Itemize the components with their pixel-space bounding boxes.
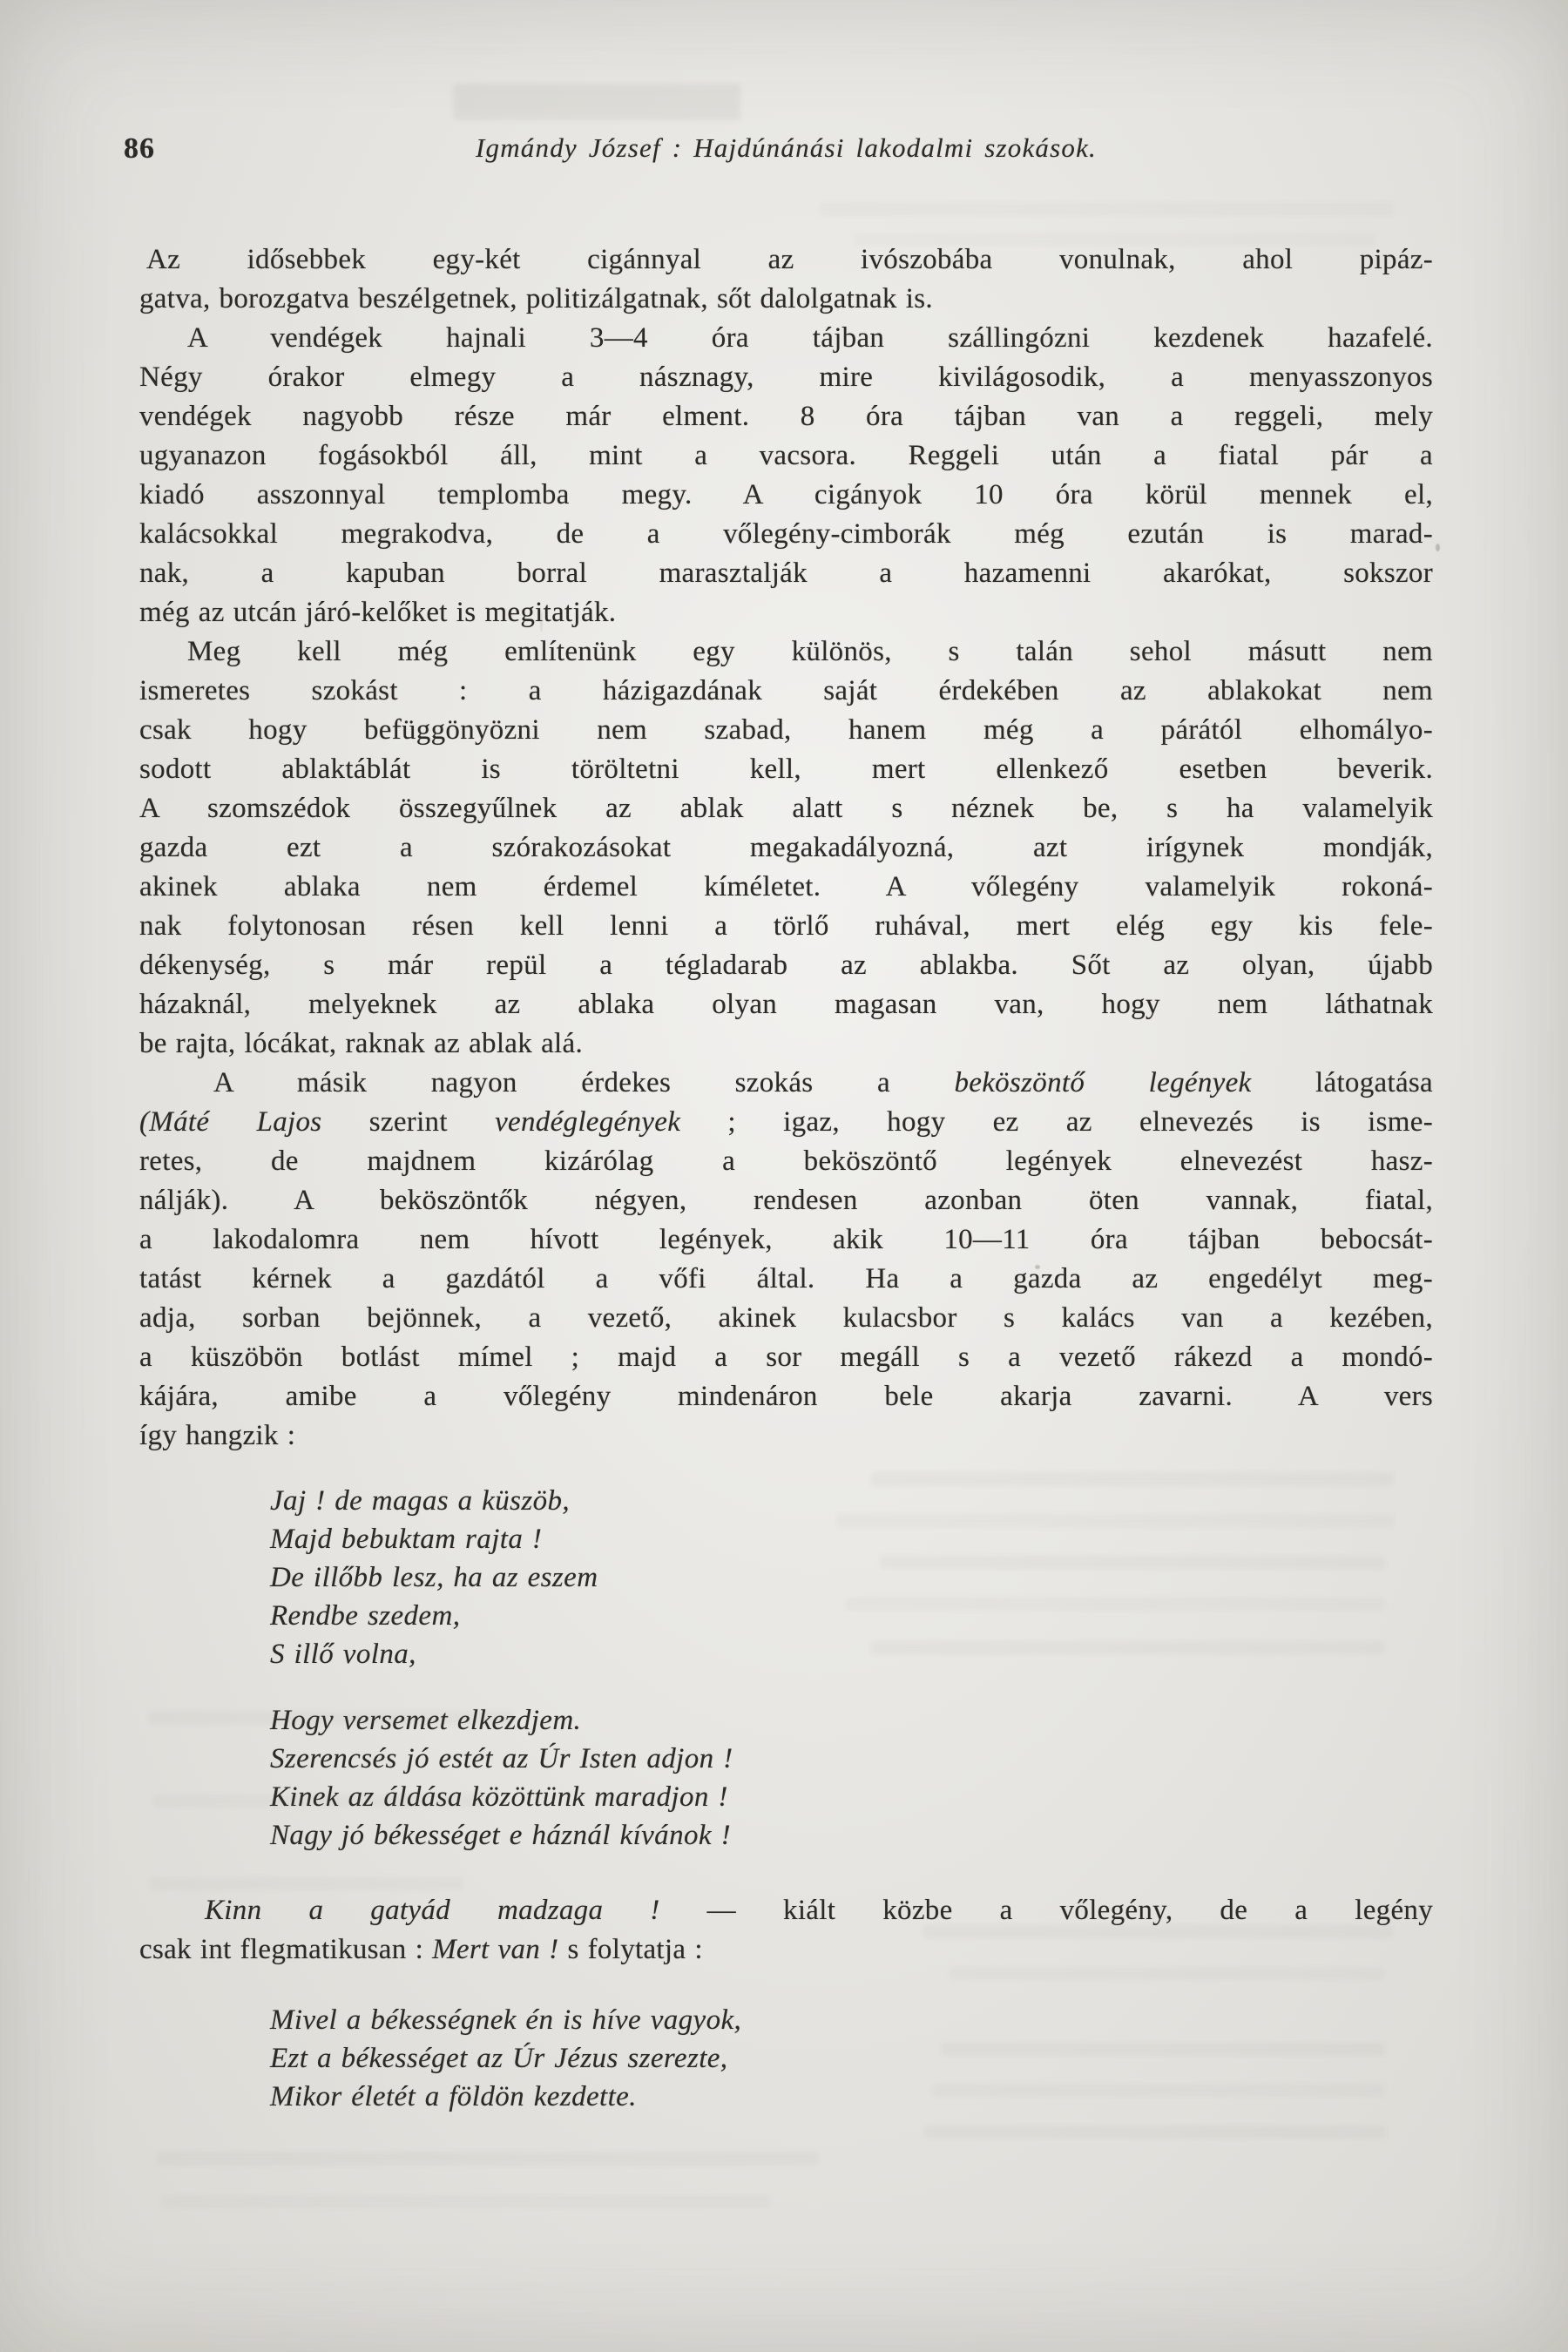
verse-line: [270, 1740, 1433, 1778]
bleedthrough-mark: [453, 84, 740, 120]
body-text-line: [139, 1220, 1433, 1260]
body-text-line: [139, 828, 1433, 868]
body-text-line: [139, 280, 1433, 319]
text-run: nálják). A beköszöntők négyen, rendesen azonban öten vannak, fiatal,: [139, 1185, 1433, 1216]
text-run: még az utcán járó-kelőket is megitatják.: [139, 597, 617, 628]
text-run: ; igaz, hogy ez az elnevezés is isme-: [680, 1106, 1433, 1138]
text-run: S illő volna,: [270, 1639, 416, 1670]
body-text-line: [139, 789, 1433, 828]
verse-line: [270, 2039, 1433, 2078]
text-run: kiadó asszonnyal templomba megy. A cigányok 10 óra körül mennek el,: [139, 479, 1433, 510]
body-text-line: [139, 1064, 1433, 1103]
verse-line: [270, 2078, 1433, 2116]
body-text-line: [139, 1024, 1433, 1064]
body-text-line: [139, 476, 1433, 515]
body-text-line: [139, 868, 1433, 907]
body-text-line: [139, 1103, 1433, 1142]
body-text-line: [139, 515, 1433, 554]
body-text-line: [139, 672, 1433, 711]
text-run: s folytatja :: [558, 1934, 703, 1965]
text-run: szerint: [321, 1106, 496, 1138]
body-text-line: [139, 1891, 1433, 1930]
text-run: tatást kérnek a gazdától a vőfi által. Ha a gazda az engedélyt meg-: [139, 1263, 1433, 1294]
verse-line: [270, 1778, 1433, 1816]
body-text-line: [139, 907, 1433, 946]
page-body-text: [139, 240, 1433, 2116]
text-run: De illőbb lesz, ha az eszem: [270, 1562, 598, 1593]
text-run: adja, sorban bejönnek, a vezető, akinek kulacsbor s kalács van a kezében,: [139, 1302, 1433, 1334]
italic-text-run: Kinn a gatyád madzaga !: [205, 1895, 660, 1926]
body-text-line: [139, 1338, 1433, 1377]
verse-line: [270, 2001, 1433, 2039]
text-run: akinek ablaka nem érdemel kíméletet. A vőlegény valamelyik rokoná-: [139, 871, 1433, 902]
italic-text-run: beköszöntő legények: [954, 1067, 1252, 1098]
text-run: Rendbe szedem,: [270, 1600, 461, 1632]
body-text-line: [139, 632, 1433, 672]
text-run: Az idősebbek egy-két cigánnyal az ivószobába vonulnak, ahol pipáz-: [146, 244, 1433, 275]
body-text-line: [139, 240, 1433, 280]
bleedthrough-mark: [819, 202, 1394, 216]
text-run: — kiált közbe a vőlegény, de a legény: [659, 1895, 1434, 1926]
vertical-space: [139, 1456, 1433, 1482]
verse-line: [270, 1558, 1433, 1597]
text-run: be rajta, lócákat, raknak az ablak alá.: [139, 1028, 583, 1059]
text-run: dékenység, s már repül a tégladarab az ablakba. Sőt az olyan, újabb: [139, 950, 1433, 981]
body-text-line: [139, 1181, 1433, 1220]
text-run: Nagy jó békességet e háznál kívánok !: [270, 1820, 731, 1851]
body-text-line: [139, 1377, 1433, 1416]
verse-line: [270, 1520, 1433, 1558]
text-run: házaknál, melyeknek az ablaka olyan magasan van, hogy nem láthatnak: [139, 989, 1433, 1020]
vertical-space: [139, 1970, 1433, 2001]
italic-text-run: Mert van !: [432, 1934, 559, 1965]
text-run: Kinek az áldása közöttünk maradjon !: [270, 1781, 728, 1813]
body-text-line: [139, 593, 1433, 632]
body-text-line: [139, 1260, 1433, 1299]
page-number: 86: [124, 132, 155, 165]
text-run: csak hogy befüggönyözni nem szabad, hanem még a párától elhomályo-: [139, 714, 1433, 746]
body-text-line: [139, 397, 1433, 436]
text-run: kájára, amibe a vőlegény mindenáron bele akarja zavarni. A vers: [139, 1381, 1433, 1412]
body-text-line: [139, 711, 1433, 750]
body-text-line: [139, 1416, 1433, 1456]
text-run: a küszöbön botlást mímel ; majd a sor megáll s a vezető rákezd a mondó-: [139, 1342, 1433, 1373]
text-run: Ezt a békességet az Úr Jézus szerezte,: [270, 2043, 728, 2074]
running-header-title: Igmándy József : Hajdúnánási lakodalmi szokások.: [475, 132, 1098, 163]
vertical-space: [139, 1855, 1433, 1891]
text-run: így hangzik :: [139, 1420, 296, 1451]
italic-text-run: (Máté Lajos: [139, 1106, 322, 1138]
text-run: A másik nagyon érdekes szokás a: [213, 1067, 955, 1098]
body-text-line: [139, 1142, 1433, 1181]
verse-line: [270, 1701, 1433, 1740]
vertical-space: [139, 1673, 1433, 1701]
text-run: vendégek nagyobb része már elment. 8 óra tájban van a reggeli, mely: [139, 401, 1433, 432]
verse-line: [270, 1597, 1433, 1635]
text-run: Mikor életét a földön kezdette.: [270, 2081, 637, 2112]
body-text-line: [139, 946, 1433, 985]
body-text-line: [139, 985, 1433, 1024]
verse-line: [270, 1816, 1433, 1855]
bleedthrough-mark: [157, 2152, 819, 2166]
italic-text-run: vendéglegények: [495, 1106, 681, 1138]
text-run: ugyanazon fogásokból áll, mint a vacsora. Reggeli után a fiatal pár a: [139, 440, 1433, 471]
text-run: csak int flegmatikusan :: [139, 1934, 433, 1965]
running-header: [124, 132, 1433, 176]
text-run: Jaj ! de magas a küszöb,: [270, 1485, 571, 1517]
text-run: Majd bebuktam rajta !: [270, 1524, 543, 1555]
verse-line: [270, 1482, 1433, 1520]
bleedthrough-mark: [923, 2126, 1385, 2139]
text-run: Mivel a békességnek én is híve vagyok,: [270, 2004, 742, 2036]
body-text-line: [139, 1930, 1433, 1970]
text-run: Négy órakor elmegy a násznagy, mire kivilágosodik, a menyasszonyos: [139, 362, 1433, 393]
text-run: Meg kell még említenünk egy különös, s talán sehol másutt nem: [187, 636, 1433, 667]
body-text-line: [139, 319, 1433, 358]
dust-speck: [1436, 544, 1440, 551]
text-run: Hogy versemet elkezdjem.: [270, 1705, 582, 1736]
body-text-line: [139, 358, 1433, 397]
bleedthrough-mark: [161, 2195, 771, 2208]
body-text-line: [139, 1299, 1433, 1338]
text-run: ismeretes szokást : a házigazdának saját érdekében az ablakokat nem: [139, 675, 1433, 706]
text-run: kalácsokkal megrakodva, de a vőlegény-cimborák még ezután is marad-: [139, 518, 1433, 550]
verse-line: [270, 1635, 1433, 1673]
text-run: retes, de majdnem kizárólag a beköszöntő legények elnevezést hasz-: [139, 1146, 1433, 1177]
text-run: nak folytonosan résen kell lenni a törlő ruhával, mert elég egy kis fele-: [139, 910, 1433, 942]
text-run: sodott ablaktáblát is töröltetni kell, mert ellenkező esetben beverik.: [139, 754, 1433, 785]
text-run: gazda ezt a szórakozásokat megakadályozná, azt irígynek mondják,: [139, 832, 1433, 863]
text-run: A vendégek hajnali 3—4 óra tájban szállingózni kezdenek hazafelé.: [187, 322, 1433, 354]
text-run: gatva, borozgatva beszélgetnek, politizálgatnak, sőt dalolgatnak is.: [139, 283, 933, 314]
text-run: látogatása: [1251, 1067, 1433, 1098]
text-run: nak, a kapuban borral marasztalják a hazamenni akarókat, sokszor: [139, 558, 1433, 589]
text-run: Szerencsés jó estét az Úr Isten adjon !: [270, 1743, 733, 1774]
text-run: A szomszédok összegyűlnek az ablak alatt s néznek be, s ha valamelyik: [139, 793, 1433, 824]
text-run: a lakodalomra nem hívott legények, akik 10—11 óra tájban bebocsát-: [139, 1224, 1433, 1255]
body-text-line: [139, 750, 1433, 789]
body-text-line: [139, 436, 1433, 476]
body-text-line: [139, 554, 1433, 593]
